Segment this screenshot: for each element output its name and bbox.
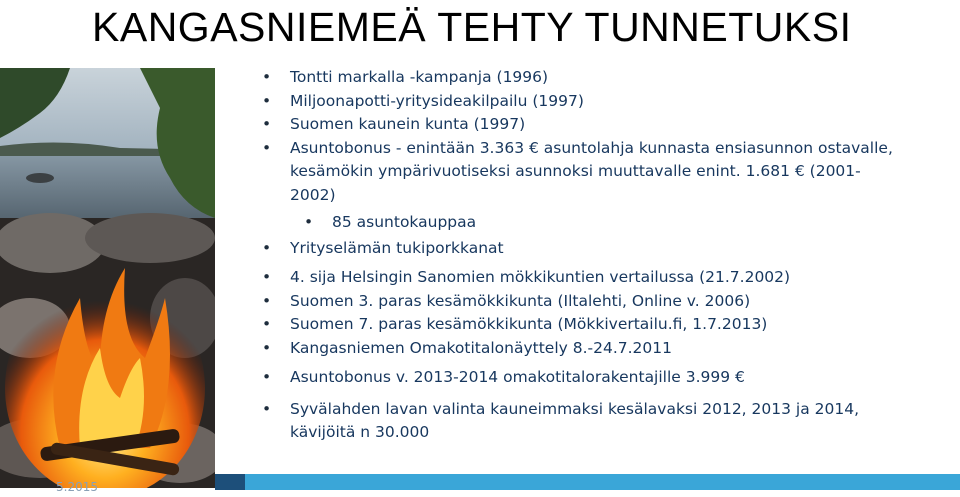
slide-number: 5.2015: [56, 480, 98, 494]
bullet-item: • Asuntobonus - enintään 3.363 € asuntolahja kunnasta ensiasunnon ostavalle, kesämökin ympärivuotiseksi asunnoksi muuttavalle enint. 1.681 € (2001-2002): [262, 137, 902, 208]
footer-bar-accent: [215, 474, 245, 490]
bullet-item: • Miljoonapotti-yritysideakilpailu (1997): [262, 90, 902, 114]
bullet-item: • Kangasniemen Omakotitalonäyttely 8.-24.7.2011: [262, 337, 902, 361]
bullet-item: • Yrityselämän tukiporkkanat: [262, 237, 902, 261]
bullet-item: • Suomen kaunein kunta (1997): [262, 113, 902, 137]
bullet-item: • Syvälahden lavan valinta kauneimmaksi kesälavaksi 2012, 2013 ja 2014, kävijöitä n 30.000: [262, 398, 902, 445]
bullet-list: [262, 66, 902, 445]
stone: [85, 213, 215, 263]
sub-bullet-item: • 85 asuntokauppaa: [262, 211, 902, 235]
bullet-item: • 4. sija Helsingin Sanomien mökkikuntien vertailussa (21.7.2002): [262, 266, 902, 290]
bullet-item: • Tontti markalla -kampanja (1996): [262, 66, 902, 90]
slide-title: KANGASNIEMEÄ TEHTY TUNNETUKSI: [92, 4, 852, 50]
lake-and-campfire-photo: [0, 68, 215, 488]
rock-in-lake: [26, 173, 54, 183]
footer-bar: [215, 474, 960, 490]
bullet-item: • Suomen 7. paras kesämökkikunta (Mökkivertailu.fi, 1.7.2013): [262, 313, 902, 337]
bullet-item: • Asuntobonus v. 2013-2014 omakotitalorakentajille 3.999 €: [262, 366, 902, 390]
bullet-item: • Suomen 3. paras kesämökkikunta (Iltalehti, Online v. 2006): [262, 290, 902, 314]
